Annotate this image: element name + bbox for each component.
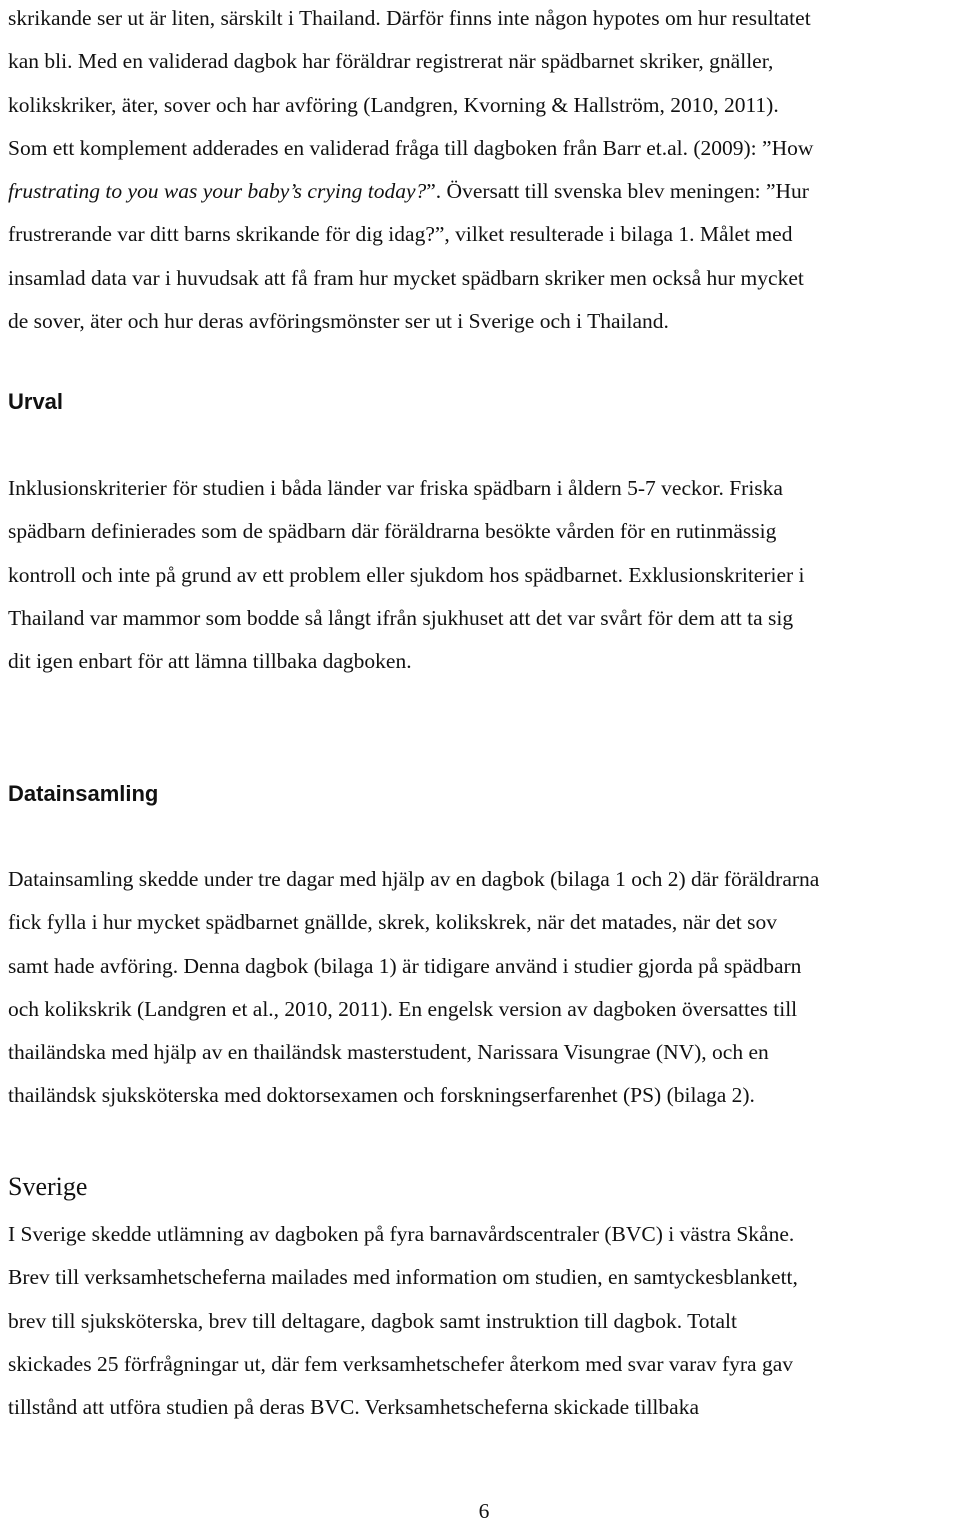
text-line: kolikskriker, äter, sover och har avföring (Landgren, Kvorning & Hallström, 2010, 2011).: [8, 92, 779, 117]
paragraph-sverige: [8, 1213, 956, 1429]
paragraph-urval: [8, 467, 956, 683]
text-line: Datainsamling skedde under tre dagar med hjälp av en dagbok (bilaga 1 och 2) där föräldrarna: [8, 867, 820, 891]
text-line: skrikande ser ut är liten, särskilt i Thailand. Därför finns inte någon hypotes om hur resultatet: [8, 6, 811, 30]
paragraph-method-intro: [8, 0, 956, 343]
heading-urval: Urval: [8, 389, 64, 414]
heading-sverige: Sverige: [8, 1172, 88, 1201]
paragraph-datainsamling: [8, 858, 956, 1118]
text-line: Brev till verksamhetscheferna mailades med information om studien, en samtyckesblankett,: [8, 1265, 798, 1290]
text-line: dit igen enbart för att lämna tillbaka dagboken.: [8, 649, 412, 674]
text-line: tillstånd att utföra studien på deras BVC. Verksamhetscheferna skickade tillbaka: [8, 1395, 699, 1420]
text-line: samt hade avföring. Denna dagbok (bilaga 1) är tidigare använd i studier gjorda på spädbarn: [8, 953, 802, 978]
text-line: frustrerande var ditt barns skrikande för dig idag?”, vilket resulterade i bilaga 1. Målet med: [8, 222, 793, 247]
text-line: thailändska med hjälp av en thailändsk masterstudent, Narissara Visungrae (NV), och en: [8, 1040, 769, 1065]
text-line: de sover, äter och hur deras avföringsmönster ser ut i Sverige och i Thailand.: [8, 309, 669, 334]
text-line: spädbarn definierades som de spädbarn där föräldrarna besökte vården för en rutinmässig: [8, 519, 777, 544]
text-line: Thailand var mammor som bodde så långt ifrån sjukhuset att det var svårt för dem att ta sig: [8, 605, 794, 630]
text-line: I Sverige skedde utlämning av dagboken på fyra barnavårdscentraler (BVC) i västra Skåne.: [8, 1222, 795, 1246]
text-line: thailändsk sjuksköterska med doktorsexamen och forskningserfarenhet (PS) (bilaga 2).: [8, 1083, 755, 1108]
heading-datainsamling: Datainsamling: [8, 781, 159, 806]
italic-quote-text: frustrating to you was your baby’s crying today?: [8, 179, 427, 204]
text-line: Som ett komplement adderades en validerad fråga till dagboken från Barr et.al. (2009): ”How: [8, 135, 814, 160]
text-line: insamlad data var i huvudsak att få fram hur mycket spädbarn skriker men också hur mycket: [8, 265, 804, 290]
text-line: skickades 25 förfrågningar ut, där fem verksamhetschefer återkom med svar varav fyra gav: [8, 1351, 794, 1376]
text-line: kontroll och inte på grund av ett problem eller sjukdom hos spädbarnet. Exklusionskriterier i: [8, 562, 805, 587]
page-number: 6: [478, 1499, 490, 1523]
text-line: fick fylla i hur mycket spädbarnet gnällde, skrek, kolikskrek, när det matades, när det sov: [8, 910, 777, 935]
text-line-italic-quote: [8, 170, 956, 213]
text-line: kan bli. Med en validerad dagbok har föräldrar registrerat när spädbarnet skriker, gnäller,: [8, 49, 774, 74]
text-line: och kolikskrik (Landgren et al., 2010, 2011). En engelsk version av dagboken översattes till: [8, 996, 798, 1021]
text-line: brev till sjuksköterska, brev till deltagare, dagbok samt instruktion till dagbok. Totalt: [8, 1308, 737, 1333]
quote-continuation-text: ”. Översatt till svenska blev meningen: ”Hur: [426, 179, 809, 204]
text-line: Inklusionskriterier för studien i båda länder var friska spädbarn i åldern 5-7 veckor. Friska: [8, 476, 783, 500]
